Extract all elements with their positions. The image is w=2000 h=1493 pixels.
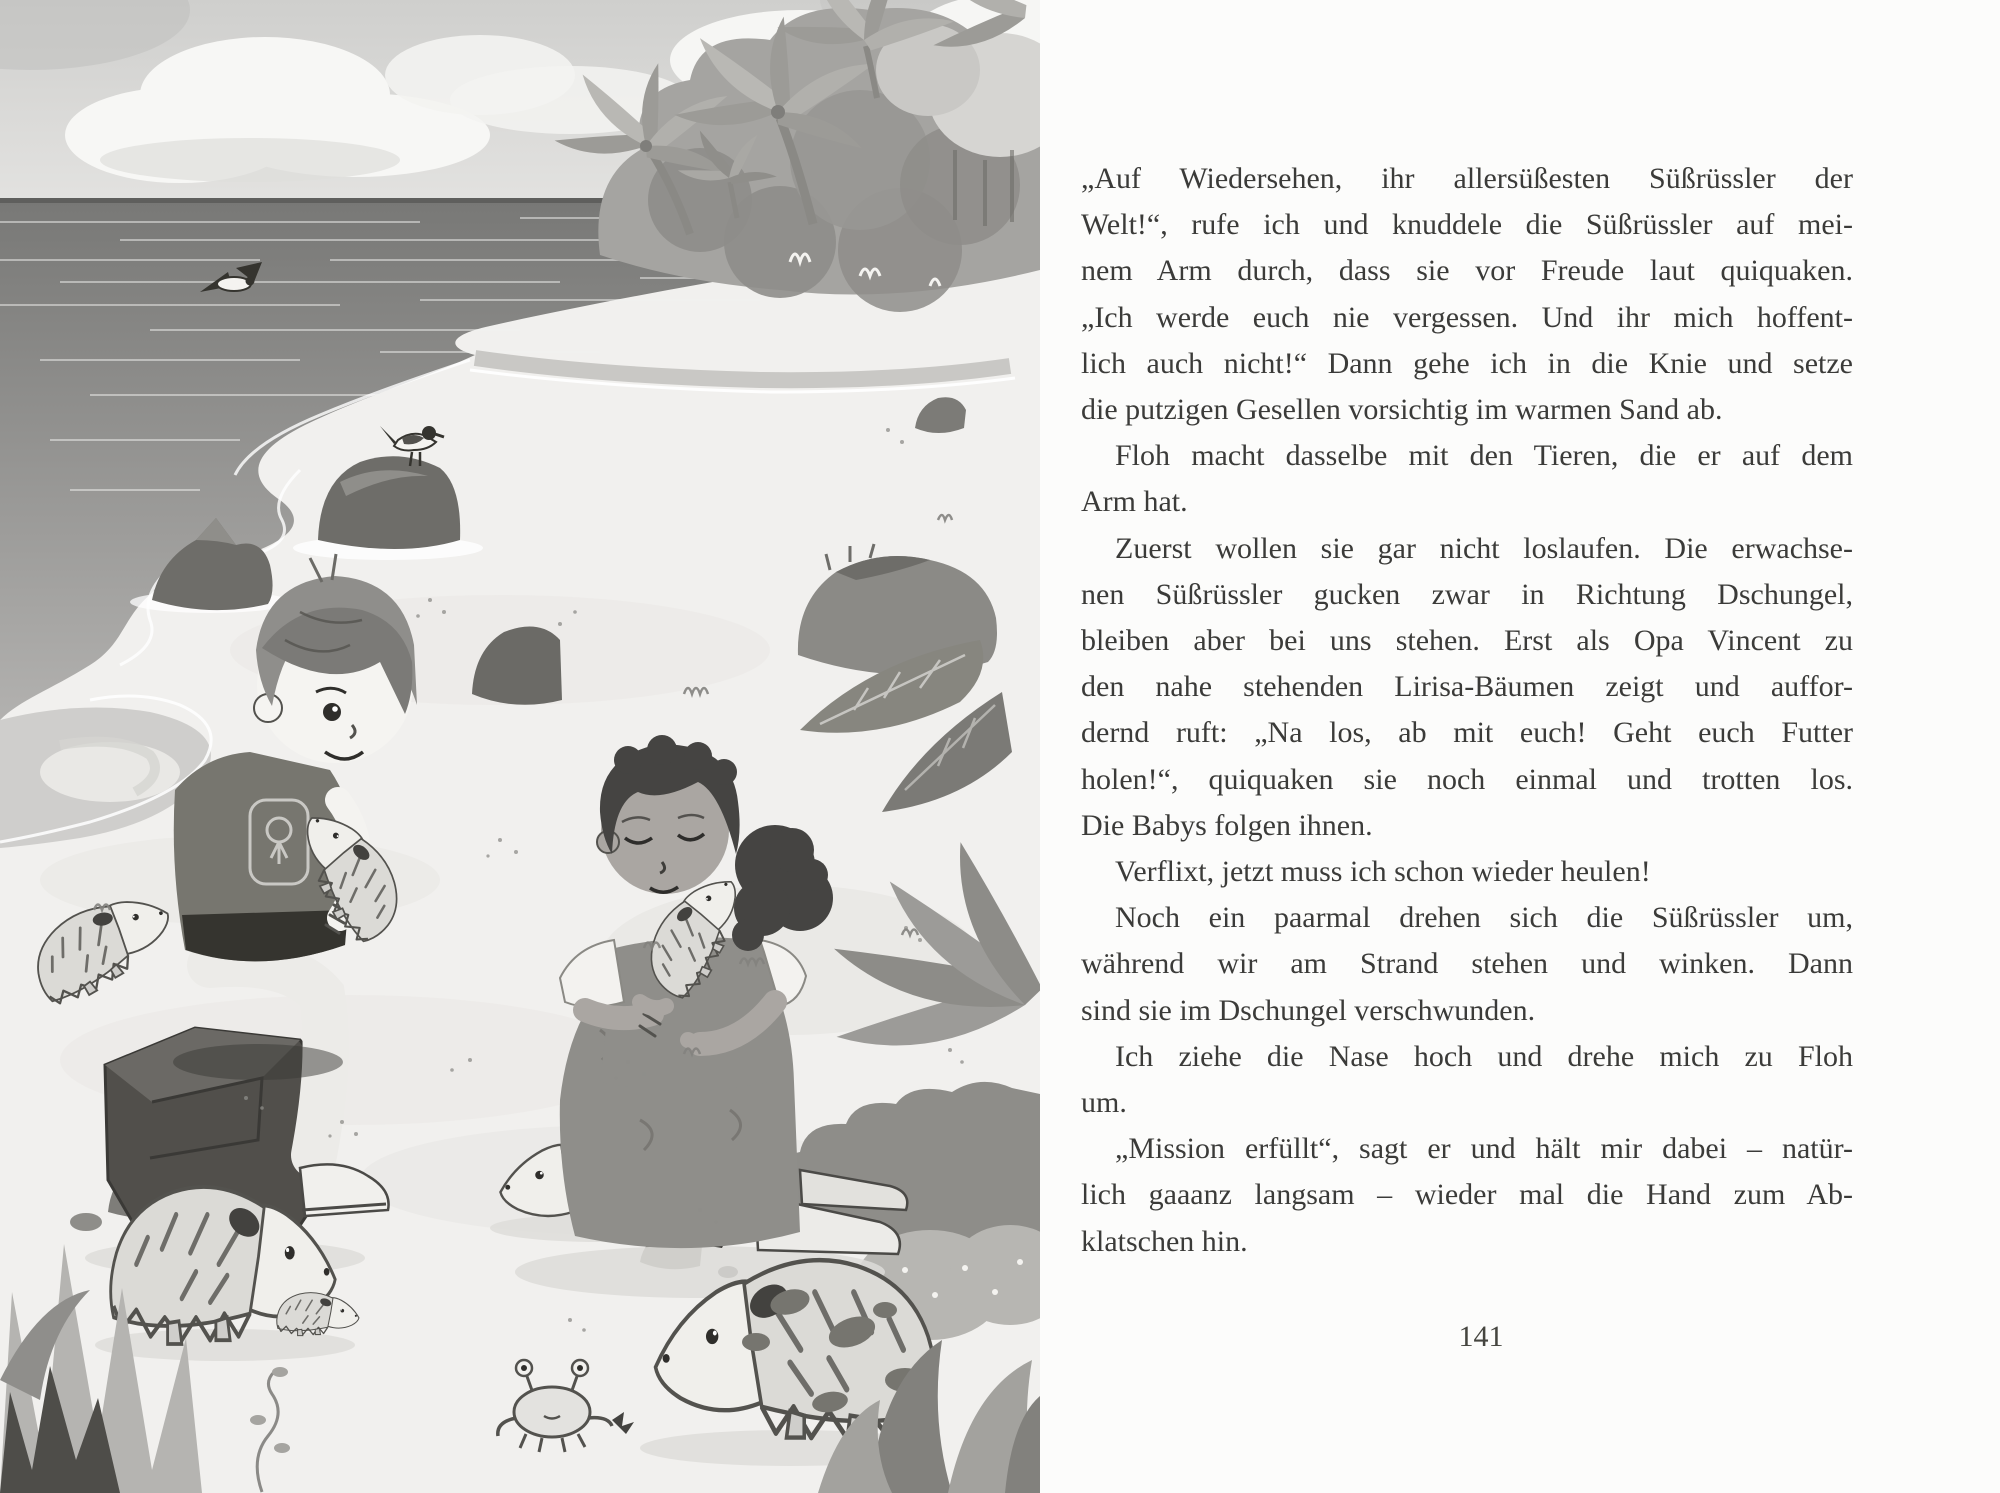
text-line: Verflixt, jetzt muss ich schon wieder heulen!	[1115, 855, 1651, 889]
text-line: Ich ziehe die Nase hoch und drehe mich zu Floh	[1115, 1039, 1853, 1073]
text-line: die putzigen Gesellen vorsichtig im warmen Sand ab.	[1081, 393, 1723, 427]
text-line: lich gaaanz langsam – wieder mal die Hand zum Ab-	[1081, 1178, 1853, 1212]
text-line: lich auch nicht!“ Dann gehe ich in die Knie und setze	[1081, 346, 1853, 380]
text-line: Welt!“, rufe ich und knuddele die Süßrüssler auf mei-	[1081, 208, 1853, 242]
text-line: Die Babys folgen ihnen.	[1081, 808, 1373, 842]
text-line: „Auf Wiedersehen, ihr allersüßesten Süßrüssler der	[1081, 162, 1853, 195]
text-line: bleiben aber bei uns stehen. Erst als Opa Vincent zu	[1081, 624, 1853, 658]
text-line: „Mission erfüllt“, sagt er und hält mir dabei – natür-	[1115, 1132, 1853, 1166]
text-line: nem Arm durch, dass sie vor Freude laut quiquaken.	[1081, 254, 1853, 288]
text-line: Noch ein paarmal drehen sich die Süßrüssler um,	[1115, 901, 1853, 935]
text-line: nen Süßrüssler gucken zwar in Richtung Dschungel,	[1081, 577, 1853, 611]
page-number: 141	[1458, 1320, 1504, 1353]
text-line: dernd ruft: „Na los, ab mit euch! Geht euch Futter	[1081, 716, 1853, 750]
text-line: Zuerst wollen sie gar nicht loslaufen. Die erwachse-	[1115, 531, 1853, 565]
text-line: klatschen hin.	[1081, 1224, 1248, 1258]
text-line: Floh macht dasselbe mit den Tieren, die er auf dem	[1115, 439, 1853, 473]
text-line: um.	[1081, 1086, 1127, 1120]
text-line: Arm hat.	[1081, 485, 1188, 519]
text-line: sind sie im Dschungel verschwunden.	[1081, 993, 1536, 1027]
text-line: „Ich werde euch nie vergessen. Und ihr mich hoffent-	[1081, 300, 1853, 334]
text-line: den nahe stehenden Lirisa-Bäumen zeigt und auffor-	[1081, 670, 1853, 704]
text-line: holen!“, quiquaken sie noch einmal und trotten los.	[1081, 762, 1853, 796]
story-text	[1081, 156, 1853, 1265]
text-line: während wir am Strand stehen und winken. Dann	[1081, 947, 1853, 981]
